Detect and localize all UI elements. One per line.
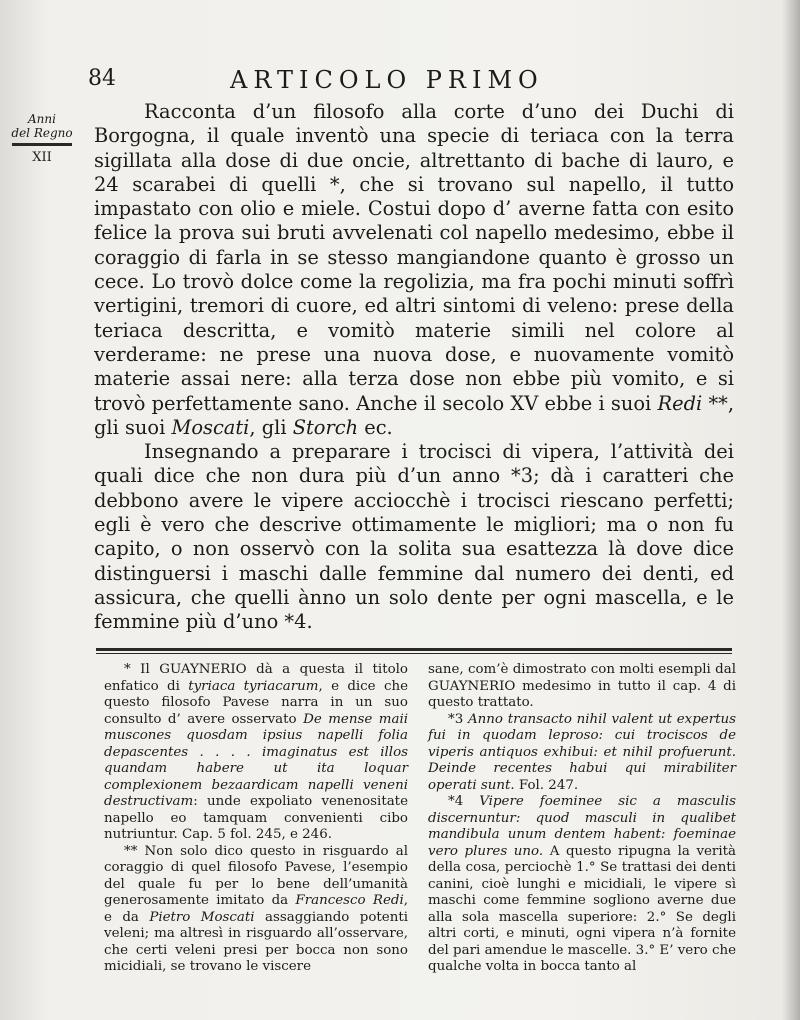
margin-note-line2: del Regno xyxy=(11,126,73,140)
margin-note xyxy=(8,112,76,165)
footnote-separator-thin xyxy=(96,653,732,654)
page-number: 84 xyxy=(88,66,116,91)
page-header xyxy=(0,66,800,96)
footnotes-left-column xyxy=(104,662,408,976)
name-storch: Storch xyxy=(292,415,359,439)
footnote-2-continued: sane, com’è dimostrato con molti esempli dal GUAYNERIO medesimo in tutto il cap. 4 di questo trattato. xyxy=(428,662,736,710)
main-text xyxy=(94,100,734,635)
footnote-1: * Il GUAYNERIO dà a questa il titolo enfatico di tyriaca tyriacarum, e dice che questo filosofo Pavese narra in un suo consulto d’ avere osservato De mense maii muscones quosdam ipsius napelli folia depascentes . . . . imaginatus est illos quandam habere ut ita loquar complexionem bezaardicam napelli veneni destructivam: unde expoliato venenositate napello eo tamquam convenienti cibo nutriuntur. Cap. 5 fol. 245, e 246. xyxy=(104,662,409,842)
footnotes-right-column xyxy=(428,662,736,976)
footnote-separator xyxy=(96,648,732,651)
page-shadow xyxy=(782,0,800,1020)
footnote-4: *4 Vipere foeminee sic a masculis discernuntur: quod masculi in qualibet mandibula unum dentem habent: foeminae vero plures uno. A questo ripugna la verità della cosa, perciochè 1.° Se trattasi dei denti canini, cioè lunghi e micidiali, le vipere sì maschi come femmine sogliono averne due alla sola mascella superiore: 2.° Se degli altri corti, e minuti, ogni vipera n’à fornite del pari amendue le mascelle. 3.° E’ vero che qualche volta in bocca tanto al xyxy=(428,794,736,974)
name-redi: Redi xyxy=(657,391,703,415)
footnote-2: ** Non solo dico questo in risguardo al coraggio di quel filosofo Pavese, l’esempio del quale fu per lo bene dell’umanità generosamente imitato da Francesco Redi, e da Pietro Moscati assaggiando potenti veleni; ma altresì in risguardo all’osservare, che certi veleni presi per bocca non sono micidiali, se trovano le viscere xyxy=(104,843,409,974)
margin-note-year: XII xyxy=(32,150,52,165)
margin-rule xyxy=(12,143,72,146)
footnote-3: *3 Anno transacto nihil valent ut expertus fui in quodam leproso: cui trociscos de viperis antiquos exhibui: et nihil profuerunt. Deinde recentes habui qui mirabiliter operati sunt. Fol. 247. xyxy=(428,711,736,793)
margin-note-line1: Anni xyxy=(28,112,56,126)
paragraph-2: Insegnando a preparare i trocisci di vipera, l’attività dei quali dice che non dura più d’un anno *3; dà i caratteri che debbono avere le vipere acciocchè i trocisci riescano perfetti; egli è vero che descrive ottimamente le migliori; ma o non fu capito, o non osservò con la solita sua esattezza là dove dice distinguersi i maschi dalle femmine dal numero dei denti, ed assicura, che quelli ànno un solo dente per ogni mascella, e le femmine più d’uno *4. xyxy=(94,440,734,634)
paragraph-1: Racconta d’un filosofo alla corte d’uno dei Duchi di Borgogna, il quale inventò una specie di teriaca con la terra sigillata alla dose di due oncie, altrettanto di bache di lauro, e 24 scarabei di quelli *, che si trovano sul napello, il tutto impastato con olio e miele. Costui dopo d’ averne fatta con esito felice la prova sui bruti avvelenati col napello medesimo, ebbe il coraggio di farla in se stesso mangiandone quanto è grosso un cece. Lo trovò dolce come la regolizia, ma fra pochi minuti soffrì vertigini, tremori di cuore, ed altri sintomi di veleno: prese della teriaca descritta, e vomitò materie simili nel colore al verderame: ne prese una nuova dose, e nuovamente vomitò materie assai nere: alla terza dose non ebbe più vomito, e si trovò perfettamente sano. Anche il secolo XV ebbe i suoi Redi **, gli suoi Moscati, gli Storch ec. xyxy=(94,100,734,439)
name-moscati: Moscati xyxy=(171,415,250,439)
running-title: ARTICOLO PRIMO xyxy=(230,66,544,94)
